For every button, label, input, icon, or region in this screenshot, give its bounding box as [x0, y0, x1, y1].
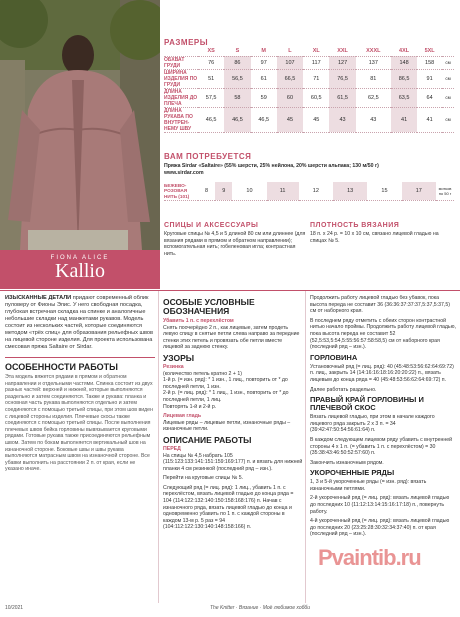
col3-p2: В последнем ряду отметить с обеих сторон контрастной нитью начало проймы. Продолжить работу лицевой гладью, пока высота переда не составит 52 (52,5:53,5:54,5:55:56:57:58:58,5) см от наборного края (последний ряд – изн.).	[310, 317, 456, 351]
cell: 127	[329, 56, 355, 69]
gauge-heading: ПЛОТНОСТЬ ВЯЗАНИЯ	[310, 222, 400, 229]
patterns-p2: 1-й р. (= изн. ряд): * 1 изн., 1 лиц., повторить от * до последней петли, 1 изн.	[163, 377, 288, 390]
col3-p1: Продолжить работу лицевой гладью без убавок, пока высота переда не составит 36 (36:36:37:37:37,5:37,5:37,5) см от наборного края.	[310, 295, 450, 315]
pattern-name: Kallio	[55, 260, 105, 282]
cell: 41	[391, 107, 417, 132]
size-col: XXXL	[356, 47, 391, 56]
intro-text: придают современный облик пуловеру от Фионы Элис. У него свободная посадка, глубокая встречная складка на спинке и аналогичные небольшие складки над манжетами рукавов. Модель состоит из нескольких частей, которые соединяются методом «трёх спиц» для образования рельефных швов на лицевой стороне изделия. Для проекта использована смесовая пряжа Saltaire от Sirdar.	[5, 295, 153, 350]
magazine-name: The Knitter · Вязание · Моё любимое хобби	[210, 605, 311, 611]
footer	[0, 602, 460, 617]
symbols-sub: Убавить 1 п. с перехлёстом	[163, 318, 234, 324]
cell: 148	[391, 56, 417, 69]
patterns-p3: 2-й р. (= лиц. ряд): * 1 лиц., 1 изн., повторить от * до последней петли, 1 лиц.	[163, 390, 289, 403]
cell: 12	[299, 182, 333, 200]
row-label: ДЛИНА РУКАВА ПО ВНУТРЕН-НЕМУ ШВУ	[164, 107, 198, 132]
page-number: 10/2021	[5, 605, 24, 611]
cell: 57,5	[198, 88, 224, 107]
row-label: ОБХВАТ ГРУДИ	[164, 56, 198, 69]
cell: 45	[277, 107, 303, 132]
table-row	[164, 107, 454, 132]
row-label: ДЛИНА ИЗДЕЛИЯ ДО ПЛЕЧА	[164, 88, 198, 107]
column-2	[163, 295, 303, 600]
model-photo	[0, 0, 160, 250]
cell: 107	[277, 56, 303, 69]
table-row	[164, 69, 454, 88]
cell: 64	[417, 88, 442, 107]
table-row	[164, 88, 454, 107]
cell: 62,5	[356, 88, 391, 107]
cell: 76,5	[329, 69, 355, 88]
size-col: 4XL	[391, 47, 417, 56]
unit: см	[442, 69, 454, 88]
cell: 91	[417, 69, 442, 88]
size-col: L	[277, 47, 303, 56]
intro-lead: ИЗЫСКАННЫЕ ДЕТАЛИ	[5, 295, 72, 301]
cell: 60,5	[303, 88, 329, 107]
unit: см	[442, 56, 454, 69]
col3-p3: Установочный ряд (= лиц. ряд): 40 (45:48:53:56:62:64:69:72) п. лиц., закрыть 14 (14:16:16:18:16:20:20:22) п., вязать лицевым до конца ряда = 40 (45:48:53:56:62:64:69:72) п.	[310, 363, 454, 383]
col3-p5: Вязать лицевой гладью, при этом в начале каждого лицевого ряда закрыть 2 х 3 п. = 34 (39:42:47:50:54:56:61:64) п.	[310, 414, 435, 434]
unit: см	[442, 88, 454, 107]
cell: 15	[367, 182, 401, 200]
row-label: БЕЖЕВО-РОЗОВАЯ НИТЬ (101)	[164, 182, 198, 200]
cell: 10	[232, 182, 266, 200]
col3-p7: Закончить изнаночным рядом.	[310, 459, 384, 466]
cell: 60	[277, 88, 303, 107]
features-text: Эта модель вяжется рядами в прямом и обратном направлении и отдельными частями. Спинка состоит из двух разных частей: верхней и нижней, которые выполняются раздельно и затем соединяются. Также и рукава: планка и основная часть рукава выполняются отдельно и затем соединяются с помощью третьей спицы, при этом шов виден с лицевой стороны изделия. Плечевые скосы также соединяются с помощью третьей спицы. После выполнения плечевых швов бейка горловины вывязывается круговыми рядами. Готовые рукава также присоединяются рельефным швом. Затем по бокам выполняется вертикальный шов на изнаночной стороне. Боковые швы и швы рукава выполняются матрасным швом на изнаночной стороне. Все убавки выполнить на расстоянии 2 п. от края, если не указано иначе.	[5, 374, 153, 473]
col3-p8: 1, 3 и 5-й укороченные ряды (= изн. ряд): вязать изнаночными петлями.	[310, 479, 427, 492]
cell: 46,5	[224, 107, 250, 132]
cell: 63,5	[391, 88, 417, 107]
cell: 158	[417, 56, 442, 69]
cell: 43	[356, 107, 391, 132]
cell: 66,5	[277, 69, 303, 88]
symbols-text: Снять поочерёдно 2 п., как лицевые, затем продеть левую спицу в снятые петли слева направо за передние стенки этих петель и провязать обе петли вместе лицевой за заднюю стенку.	[163, 324, 300, 351]
cell: 76	[198, 56, 224, 69]
unit: см	[442, 107, 454, 132]
work-p1: На спицы № 4,5 набрать 105 (115:123:133:141:151:159:169:177) п. и вязать для нижней планки 4 см резинкой (последний ряд – изн.).	[163, 452, 303, 472]
table-row	[164, 56, 454, 69]
patterns-p1: (количество петель кратно 2 + 1)	[163, 370, 242, 377]
cell: 61	[251, 69, 277, 88]
patterns-heading: УЗОРЫ	[163, 352, 195, 363]
cell: 46,5	[198, 107, 224, 132]
col3-p4: Далее работать раздельно.	[310, 386, 377, 393]
title-block	[0, 250, 160, 289]
short-rows-heading: УКОРОЧЕННЫЕ РЯДЫ	[310, 468, 395, 478]
cell: 137	[356, 56, 391, 69]
cell: 56,5	[224, 69, 250, 88]
yarn-info	[164, 163, 454, 177]
cell: 17	[402, 182, 436, 200]
yarn-site: www.sirdar.com	[164, 170, 204, 176]
patterns-p5: Лицевые ряды – лицевые петли, изнаночные ряды – изнаночные петли.	[163, 419, 291, 433]
gauge-text: 18 п. х 24 р. = 10 х 10 см, связано лицевой гладью на спицах № 5.	[310, 231, 439, 244]
yarn-text: Пряжа Sirdar «Saltaire» (55% шерсти, 25% нейлона, 20% шерсти альпака; 130 м/50 г)	[164, 163, 379, 169]
cell: 11	[267, 182, 299, 200]
right-neck-heading: ПРАВЫЙ КРАЙ ГОРЛОВИНЫ И ПЛЕЧЕВОЙ СКОС	[310, 395, 424, 413]
cell: 81	[356, 69, 391, 88]
neckline-heading: ГОРЛОВИНА	[310, 352, 358, 362]
cell: 117	[303, 56, 329, 69]
size-col: XL	[303, 47, 329, 56]
row-label: ШИРИНА ИЗДЕЛИЯ ПО ГРУДИ	[164, 69, 198, 88]
cell: 13	[333, 182, 367, 200]
size-col: 5XL	[417, 47, 442, 56]
patterns-sub1: Резинка	[163, 363, 184, 370]
size-col: S	[224, 47, 250, 56]
cell: 9	[215, 182, 232, 200]
cell: 51	[198, 69, 224, 88]
divider	[305, 291, 306, 603]
tools-text: Круговые спицы № 4,5 и 5 длиной 80 см или длиннее (для вязания рядами в прямом и обратном направлении); вспомогательная нить; гобеленовая игла; контрастная нить.	[164, 231, 306, 257]
work-p2: Перейти на круговые спицы № 5.	[163, 475, 244, 482]
table-row	[164, 182, 454, 200]
unit: мотков по 50 г	[436, 182, 454, 200]
patterns-sub2: Лицевая гладь	[163, 413, 202, 420]
cell: 97	[251, 56, 277, 69]
size-col: XXL	[329, 47, 355, 56]
col3-p6: В каждом следующем лицевом ряду убавить с внутренней стороны 4 х 1 п. (= убавить 1 п. с перехлёстом) = 30 (35:38:43:46:50:52:57:60) п.	[310, 436, 453, 457]
divider	[5, 357, 155, 358]
col3-p9: 2-й укороченный ряд (= лиц. ряд): вязать лицевой гладью до последних 10 (11:12:13:14:15:16:17:18) п., повернуть работу.	[310, 495, 450, 515]
patterns-p4: Повторять 1-й и 2-й р.	[163, 403, 217, 410]
divider	[158, 291, 159, 603]
cell: 86,5	[391, 69, 417, 88]
tools-heading: СПИЦЫ И АКСЕССУАРЫ	[164, 222, 259, 229]
work-p3: Следующий ряд (= лиц. ряд): 1 лиц., убавить 1 п. с перехлёстом, вязать лицевой гладью до конца ряда = 104 (114:122:132:140:150:158:168:176) п. Начав с изнаночного ряда, вязать лицевой гладью до конца и одновременно убавить по 1 п. с каждой стороны в каждом 13-м р. 5 раз = 94 (104:112:122:130:140:148:158:166) п.	[163, 484, 294, 531]
cell: 59	[251, 88, 277, 107]
features-heading: ОСОБЕННОСТИ РАБОТЫ	[5, 362, 118, 372]
yarn-table	[164, 182, 454, 201]
cell: 61,5	[329, 88, 355, 107]
cell: 86	[224, 56, 250, 69]
sizes-heading: РАЗМЕРЫ	[164, 38, 209, 47]
sizes-table	[164, 47, 454, 133]
cell: 43	[329, 107, 355, 132]
need-heading: ВАМ ПОТРЕБУЕТСЯ	[164, 152, 252, 161]
author-name: FIONA ALICE	[50, 255, 110, 261]
sizes-header-row	[164, 47, 454, 56]
size-col: XS	[198, 47, 224, 56]
divider	[0, 290, 460, 291]
cell: 46,5	[251, 107, 277, 132]
symbols-heading: ОСОБЫЕ УСЛОВНЫЕ ОБОЗНАЧЕНИЯ	[163, 297, 255, 316]
cell: 71	[303, 69, 329, 88]
cell: 45	[303, 107, 329, 132]
watermark: Pvaintib.ru	[318, 545, 421, 570]
cell: 58	[224, 88, 250, 107]
size-col: M	[251, 47, 277, 56]
cell: 8	[198, 182, 215, 200]
work-sub: ПЕРЕД	[163, 445, 181, 452]
col3-p10: 4-й укороченный ряд (= лиц. ряд): вязать лицевой гладью до последних 20 (23:25:28:30:32:34:37:40) п. от края (последний ряд – изн.).	[310, 518, 450, 538]
cell: 41	[417, 107, 442, 132]
work-heading: ОПИСАНИЕ РАБОТЫ	[163, 434, 252, 445]
column-1	[5, 295, 155, 600]
